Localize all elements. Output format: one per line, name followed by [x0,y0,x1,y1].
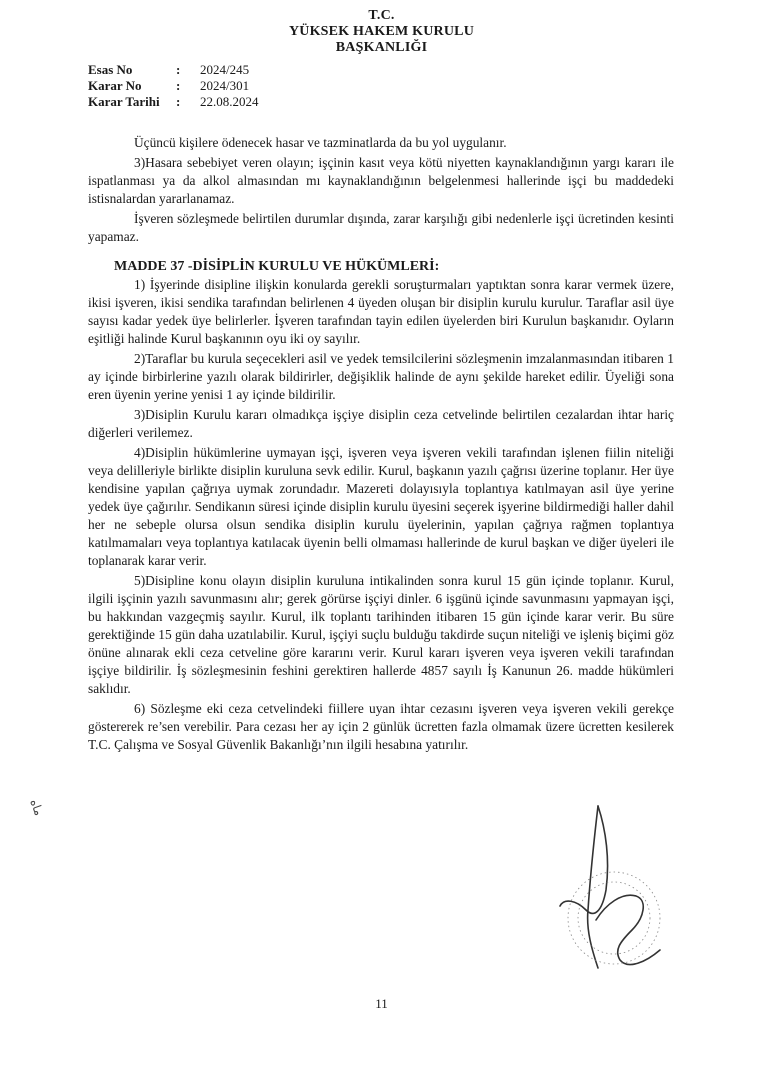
paragraph: 3)Hasara sebebiyet veren olayın; işçinin kasıt veya kötü niyetten kaynaklandığının yargı kararı ile ispatlanması ya da alkol almasından mı kaynaklandığının belgelenmesi hallerinde işçi bu maddedeki istisnalardan yararlanamaz. [88,155,674,206]
document-body [88,134,674,756]
paragraph: 4)Disiplin hükümlerine uymayan işçi, işveren veya işveren vekili tarafından işlenen fiilin niteliği veya delilleriyle birlikte disiplin kuruluna sevk edilir. Kurul, başkanın yazılı çağrısı üzerine toplanır. Her üye kendisine yapılan çağrıya uymak zorundadır. Mazereti dolayısıyla toplantıya katılmayan asil üye yerine yedek üye çağırılır. Sendikanın süresi içinde disiplin kurulu üyesini seçerek işyerine bildirmediği haller dahil her ne sebeple olursa olsun sendika disiplin kurulu üyelerinin, yapılan çağrıya rağmen toplantıya katılmamaları veya toplantıya katılacak üyenin belli olmaması hallerinde de kurul başkan ve diğer üyeleri ile toplanarak karar verir. [88,445,674,568]
meta-key: Esas No [88,62,133,77]
meta-row-esas [88,62,259,78]
meta-row-karar-tarihi [88,94,259,110]
meta-key: Karar No [88,78,142,93]
case-meta [88,62,259,110]
header-line-tc: T.C. [368,8,395,23]
paragraph: 5)Disipline konu olayın disiplin kuruluna intikalinden sonra kurul 15 gün içinde toplanır. Kurul, ilgili işçinin yazılı savunmasını alır; gerek görürse işçiyi dinler. 6 işgünü içinde savunmasını yapmayan işçi, bu hakkından vazgeçmiş sayılır. Kurul, ilk toplantı tarihinden itibaren 15 gün içinde karar verir. Bu süre gerektiğinde 15 gün daha uzatılabilir. Kurul, işçiyi suçlu bulduğu takdirde suçun niteliği ve işleniş biçimi göz önüne alınarak ekli ceza cetveline göre kararını verir. Kurul kararı işveren veya işveren vekili tarafından işçiye bildirilir. İş sözleşmesinin feshini gerektiren hallerde 4857 sayılı İş Kanunun 26. madde hükümleri saklıdır. [88,573,674,696]
paragraph: 3)Disiplin Kurulu kararı olmadıkça işçiye disiplin ceza cetvelinde belirtilen cezalardan ihtar hariç diğerleri verilemez. [88,407,674,440]
meta-row-karar [88,78,259,94]
paragraph: İşveren sözleşmede belirtilen durumlar dışında, zarar karşılığı gibi nedenlerle işçi ücretinden kesinti yapamaz. [88,211,674,244]
margin-mark: ماه [27,797,47,818]
meta-value: 22.08.2024 [200,94,259,109]
paragraph: 6) Sözleşme eki ceza cetvelindeki fiillere uyan ihtar cezasını işveren veya işveren vekili gerekçe göstererek re’sen verebilir. Para cezası her ay için 2 günlük ücretten fazla olmamak üzere ücretten kesilerek T.C. Çalışma ve Sosyal Güvenlik Bakanlığı’nın ilgili hesabına yatırılır. [88,701,674,752]
meta-sep: : [176,78,181,93]
paragraph: 1) İşyerinde disipline ilişkin konularda gerekli soruşturmaları yaptıktan sonra karar vermek üzere, ikisi işveren, ikisi sendika tarafından belirlenen 4 üyeden oluşan bir disiplin kurulu kurulur. Taraflar asil üye sayısı kadar yedek üye belirlerler. İşveren tarafından tayin edilen üyelerden biri Kurulun başkanıdır. Oyların eşitliği halinde Kurul başkanının oyu iki oy sayılır. [88,277,674,346]
meta-key: Karar Tarihi [88,94,160,109]
paragraph: 2)Taraflar bu kurula seçecekleri asil ve yedek temsilcilerini sözleşmenin imzalanmasından itibaren 1 ay içinde birbirlerine yazılı olarak bildirirler, değişiklik halinde de aynı şekilde hareket edilir. Üyeliği sona eren üyenin yerine yenisi 1 ay içinde bildirilir. [88,351,674,402]
meta-value: 2024/301 [200,78,250,93]
meta-sep: : [176,94,181,109]
meta-value: 2024/245 [200,62,250,77]
meta-sep: : [176,62,181,77]
paragraph: Üçüncü kişilere ödenecek hasar ve tazminatlarda da bu yol uygulanır. [134,135,507,150]
signature-icon [536,800,676,980]
page-number: 11 [375,996,388,1011]
document-header [0,8,763,56]
section-title: MADDE 37 -DİSİPLİN KURULU VE HÜKÜMLERİ: [114,259,440,274]
header-line-institution: YÜKSEK HAKEM KURULU [288,24,475,39]
header-line-office: BAŞKANLIĞI [335,40,428,55]
